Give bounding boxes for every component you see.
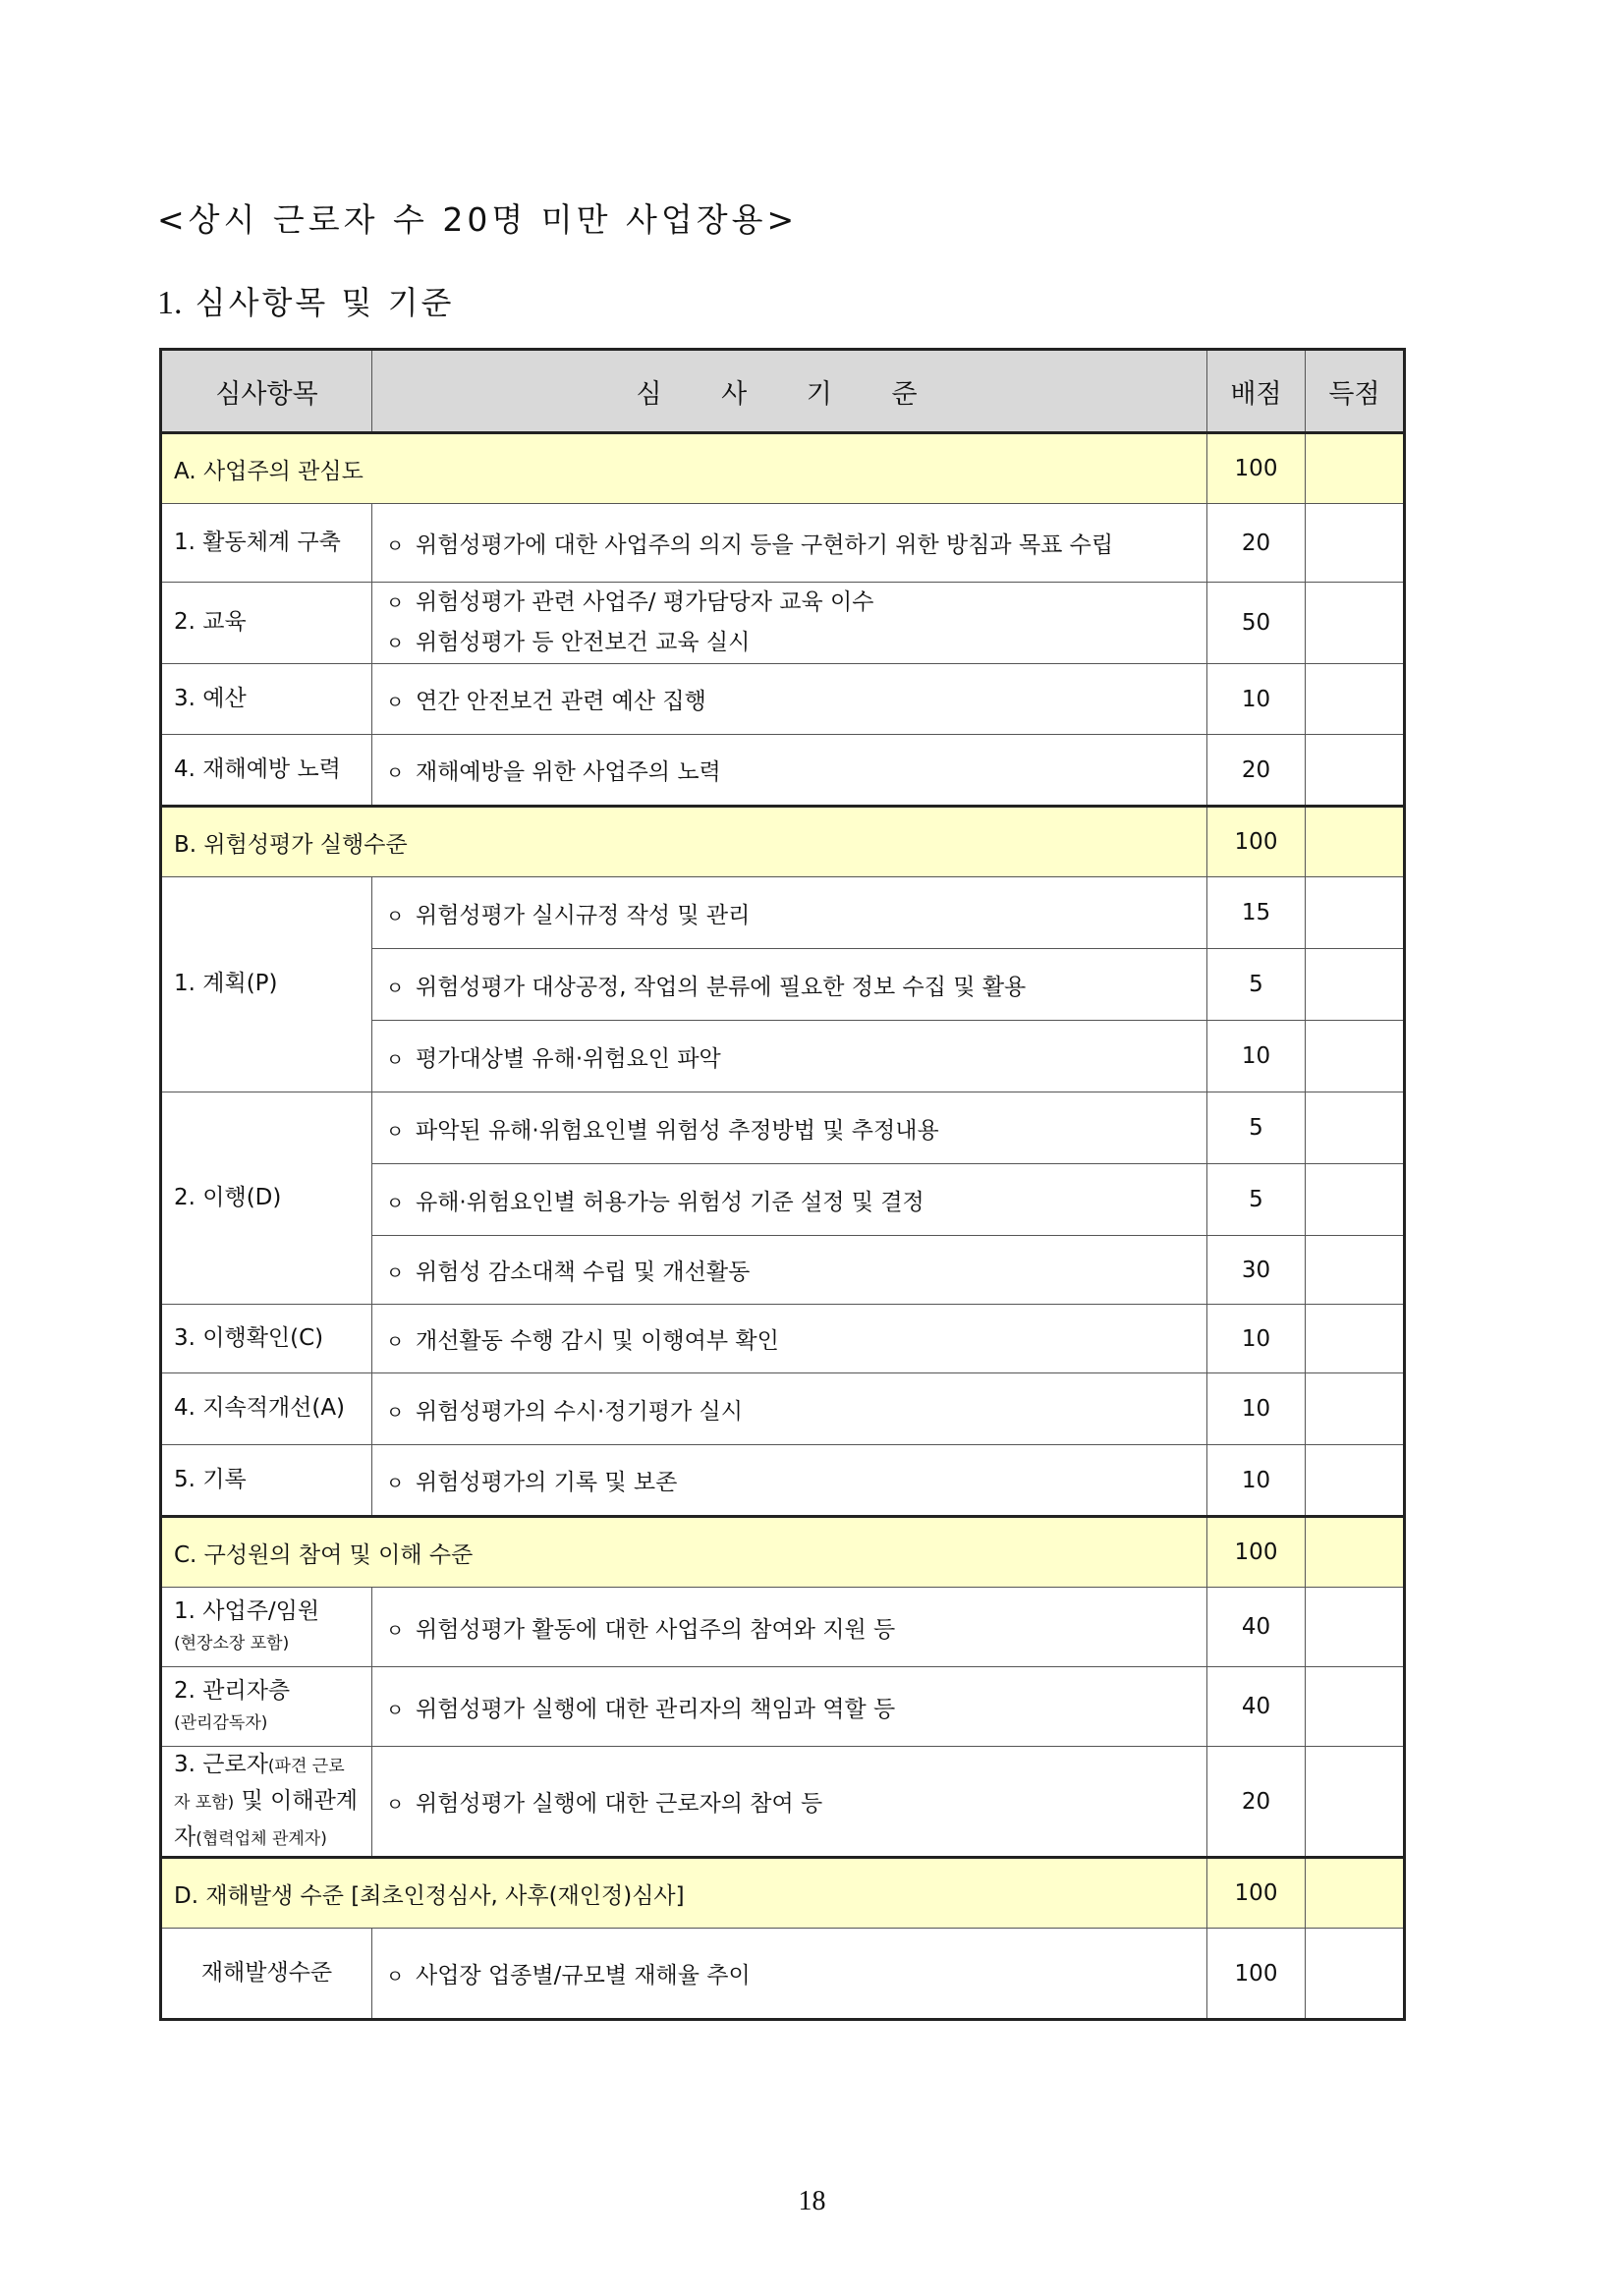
score-cell [1306,807,1405,877]
item-subtext: (현장소장 포함) [174,1634,290,1653]
item-text: 및 이해관계자 [174,1788,359,1850]
criteria-text: 사업장 업종별/규모별 재해율 추이 [416,1963,751,1988]
item-cell: 재해발생수준 [161,1929,372,2020]
score-cell [1306,1747,1405,1858]
table-row [161,1092,1405,1164]
criteria-text: 위험성평가 실행에 대한 관리자의 책임과 역할 등 [416,1696,896,1722]
criteria-text: 위험성평가 실시규정 작성 및 관리 [416,902,751,928]
criteria-text: 위험성평가 대상공정, 작업의 분류에 필요한 정보 수집 및 활용 [416,974,1027,1000]
header-criteria: 심 사 기 준 [372,350,1207,433]
criteria-cell [372,1305,1207,1373]
points-cell: 15 [1207,877,1306,949]
section-title [157,278,454,323]
points-cell: 30 [1207,1236,1306,1305]
item-text: 1. 사업주/임원 [174,1597,320,1624]
criteria-text: 위험성평가 활동에 대한 사업주의 참여와 지원 등 [416,1616,896,1643]
bullet-icon: ㅇ [385,1331,405,1353]
score-cell [1306,433,1405,504]
bullet-icon: ㅇ [385,905,405,927]
points-cell: 10 [1207,1021,1306,1092]
criteria-text: 위험성 감소대책 수립 및 개선활동 [416,1260,751,1285]
header-points: 배점 [1207,350,1306,433]
item-cell: 2. 이행(D) [161,1092,372,1305]
points-cell: 5 [1207,1092,1306,1164]
category-row-a [161,433,1405,504]
item-cell: 4. 재해예방 노력 [161,735,372,807]
bullet-icon: ㅇ [385,1048,405,1071]
criteria-cell [372,1667,1207,1747]
bullet-icon: ㅇ [385,977,405,999]
bullet-icon: ㅇ [385,1262,405,1284]
table-row [161,877,1405,949]
score-cell [1306,1858,1405,1929]
item-cell [161,1588,372,1667]
bullet-icon: ㅇ [385,692,405,713]
score-cell [1306,1517,1405,1588]
item-cell: 1. 활동체계 구축 [161,504,372,583]
bullet-icon: ㅇ [385,762,405,784]
points-cell: 100 [1207,1517,1306,1588]
criteria-cell [372,1021,1207,1092]
item-subtext: (협력업체 관계자) [196,1828,327,1849]
category-row-b [161,807,1405,877]
bullet-icon: ㅇ [385,633,405,654]
criteria-cell [372,1929,1207,2020]
criteria-cell [372,1747,1207,1858]
criteria-line [384,583,1195,623]
bullet-icon: ㅇ [385,1120,405,1143]
category-label: A. 사업주의 관심도 [161,433,1207,504]
points-cell: 100 [1207,433,1306,504]
audit-criteria-table [159,348,1406,2021]
criteria-text: 개선활동 수행 감시 및 이행여부 확인 [416,1328,779,1354]
score-cell [1306,949,1405,1021]
points-cell: 5 [1207,949,1306,1021]
score-cell [1306,504,1405,583]
criteria-cell [372,1092,1207,1164]
score-cell [1306,1236,1405,1305]
score-cell [1306,1092,1405,1164]
table-row [161,1667,1405,1747]
header-item: 심사항목 [161,350,372,433]
page-title: <상시 근로자 수 20명 미만 사업장용> [157,200,799,239]
criteria-cell [372,504,1207,583]
table-row [161,735,1405,807]
item-text: 3. 근로자 [174,1752,268,1778]
points-cell: 10 [1207,1305,1306,1373]
category-label: B. 위험성평가 실행수준 [161,807,1207,877]
points-cell: 20 [1207,504,1306,583]
item-cell [161,1747,372,1858]
score-cell [1306,1929,1405,2020]
item-subtext: (파견 근로자 포함) [174,1757,345,1814]
points-cell: 40 [1207,1667,1306,1747]
bullet-icon: ㅇ [385,1699,405,1721]
criteria-cell [372,949,1207,1021]
score-cell [1306,1588,1405,1667]
criteria-text: 위험성평가 등 안전보건 교육 실시 [416,630,751,655]
table-row [161,1929,1405,2020]
criteria-cell [372,1445,1207,1517]
category-row-d [161,1858,1405,1929]
bullet-icon: ㅇ [385,1619,405,1642]
item-text: 2. 관리자층 [174,1677,291,1704]
score-cell [1306,583,1405,664]
item-cell: 4. 지속적개선(A) [161,1373,372,1445]
category-row-c [161,1517,1405,1588]
table-row [161,1305,1405,1373]
criteria-text: 평가대상별 유해·위험요인 파악 [416,1045,721,1072]
criteria-text: 위험성평가의 수시·정기평가 실시 [416,1398,743,1425]
table-header-row [161,350,1405,433]
criteria-text: 재해예방을 위한 사업주의 노력 [416,759,721,785]
points-cell: 10 [1207,1373,1306,1445]
criteria-text: 위험성평가 실행에 대한 근로자의 참여 등 [416,1791,823,1817]
category-label: D. 재해발생 수준 [최초인정심사, 사후(재인정)심사] [161,1858,1207,1929]
item-cell [161,1667,372,1747]
criteria-line [384,623,1195,663]
criteria-text: 위험성평가에 대한 사업주의 의지 등을 구현하기 위한 방침과 목표 수립 [416,532,1114,558]
criteria-text: 위험성평가의 기록 및 보존 [416,1470,678,1495]
bullet-icon: ㅇ [385,1966,405,1988]
score-cell [1306,877,1405,949]
category-label: C. 구성원의 참여 및 이해 수준 [161,1517,1207,1588]
bullet-icon: ㅇ [385,592,405,614]
item-cell: 5. 기록 [161,1445,372,1517]
item-cell: 3. 이행확인(C) [161,1305,372,1373]
bullet-icon: ㅇ [385,1473,405,1494]
criteria-text: 파악된 유해·위험요인별 위험성 추정방법 및 추정내용 [416,1117,939,1144]
table-row [161,1373,1405,1445]
score-cell [1306,735,1405,807]
criteria-text: 연간 안전보건 관련 예산 집행 [416,689,706,714]
bullet-icon: ㅇ [385,535,405,557]
item-subtext: (관리감독자) [174,1713,268,1733]
score-cell [1306,1164,1405,1236]
points-cell: 10 [1207,1445,1306,1517]
bullet-icon: ㅇ [385,1192,405,1214]
table-row [161,664,1405,735]
section-title-text: 심사항목 및 기준 [195,284,455,321]
item-cell: 2. 교육 [161,583,372,664]
points-cell: 20 [1207,735,1306,807]
points-cell: 40 [1207,1588,1306,1667]
score-cell [1306,664,1405,735]
table-row [161,1588,1405,1667]
criteria-text: 위험성평가 관련 사업주/ 평가담당자 교육 이수 [416,589,874,615]
header-score: 득점 [1306,350,1405,433]
points-cell: 50 [1207,583,1306,664]
section-number: 1. [157,285,183,321]
item-cell: 1. 계획(P) [161,877,372,1092]
score-cell [1306,1373,1405,1445]
criteria-cell [372,664,1207,735]
points-cell: 100 [1207,1929,1306,2020]
points-cell: 10 [1207,664,1306,735]
table-row [161,1747,1405,1858]
points-cell: 5 [1207,1164,1306,1236]
criteria-cell [372,735,1207,807]
score-cell [1306,1021,1405,1092]
criteria-text: 유해·위험요인별 허용가능 위험성 기준 설정 및 결정 [416,1189,924,1215]
bullet-icon: ㅇ [385,1401,405,1424]
item-cell: 3. 예산 [161,664,372,735]
criteria-cell [372,1236,1207,1305]
table-row [161,583,1405,664]
criteria-cell [372,583,1207,664]
table-row [161,1445,1405,1517]
points-cell: 100 [1207,807,1306,877]
criteria-cell [372,1588,1207,1667]
score-cell [1306,1305,1405,1373]
bullet-icon: ㅇ [385,1794,405,1816]
table-row [161,504,1405,583]
score-cell [1306,1445,1405,1517]
score-cell [1306,1667,1405,1747]
points-cell: 100 [1207,1858,1306,1929]
criteria-cell [372,1164,1207,1236]
criteria-cell [372,1373,1207,1445]
criteria-cell [372,877,1207,949]
page-number: 18 [798,2186,826,2216]
points-cell: 20 [1207,1747,1306,1858]
